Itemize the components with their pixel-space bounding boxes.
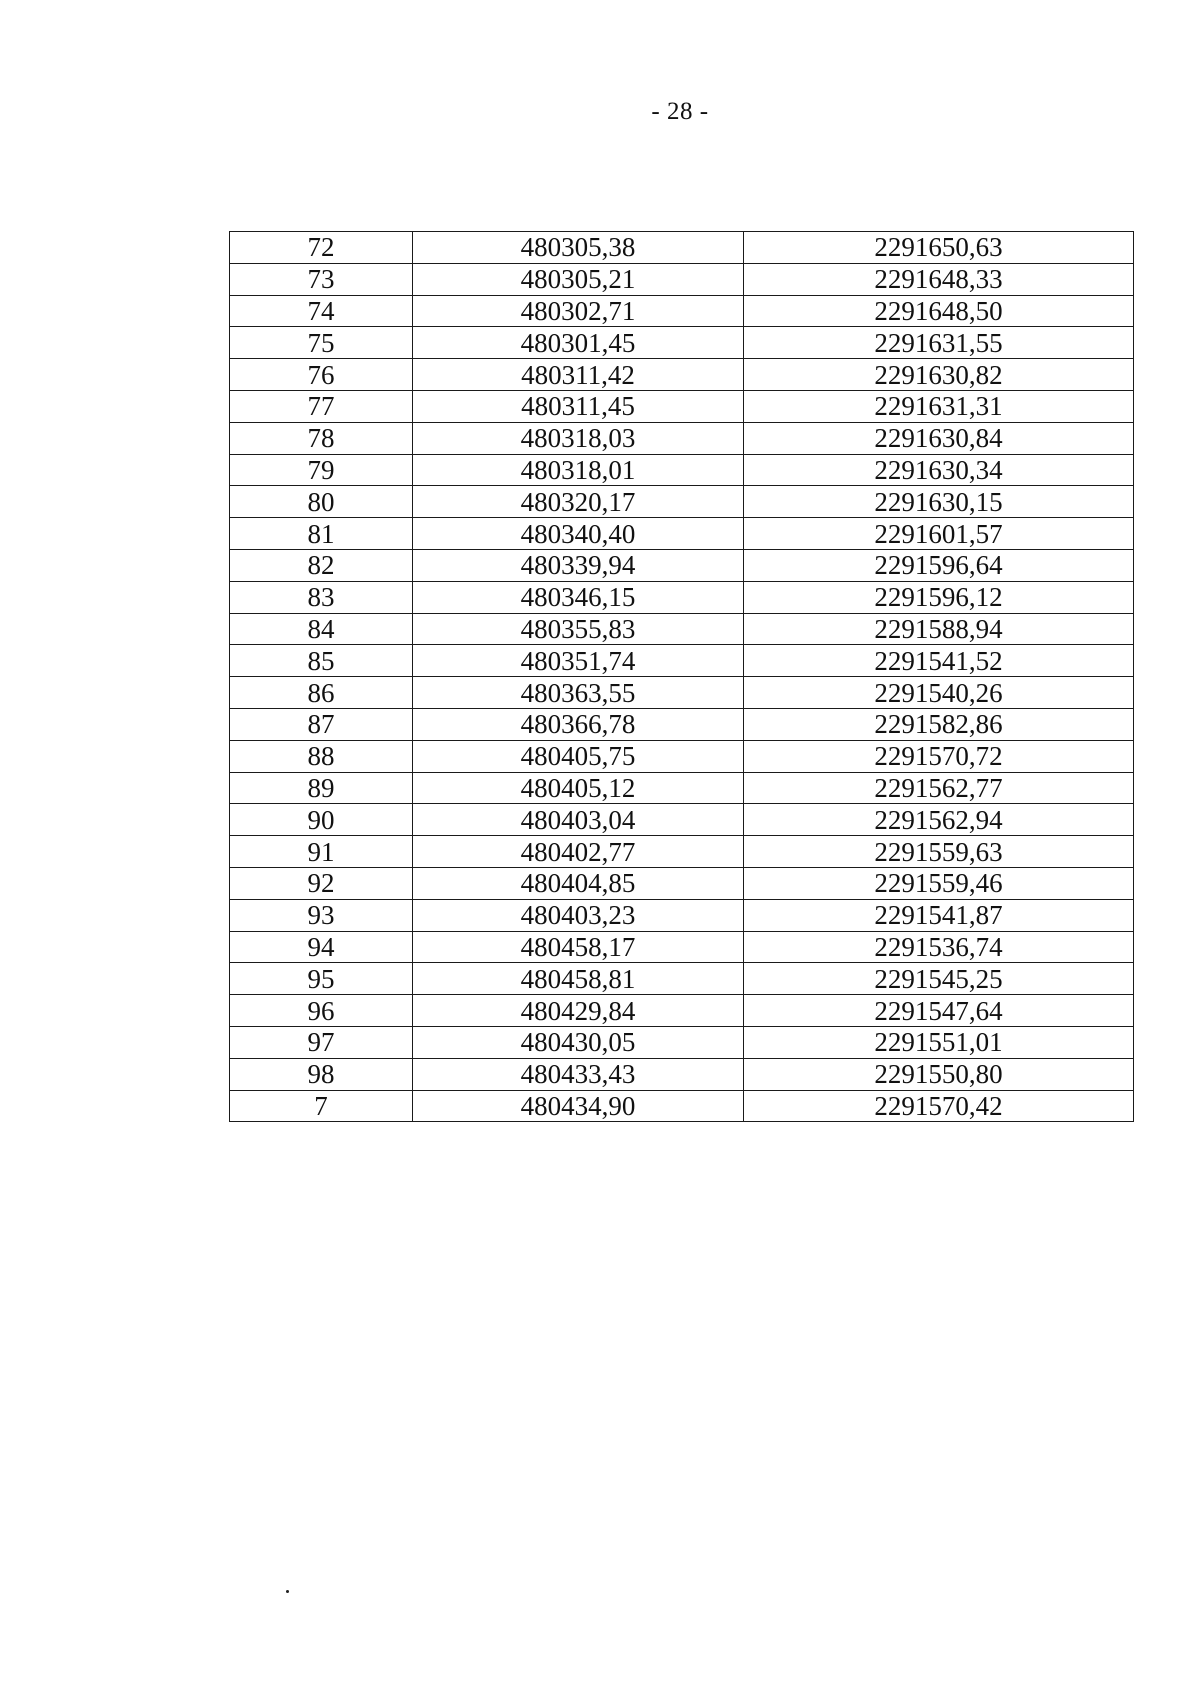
table-row	[230, 295, 1134, 327]
x-coordinate-cell: 480403,23	[413, 899, 744, 931]
y-coordinate-cell: 2291540,26	[744, 677, 1134, 709]
table-row	[230, 263, 1134, 295]
y-coordinate-cell: 2291601,57	[744, 518, 1134, 550]
point-number-cell: 91	[230, 836, 413, 868]
point-number-cell: 73	[230, 263, 413, 295]
y-coordinate-cell: 2291545,25	[744, 963, 1134, 995]
point-number-cell: 94	[230, 931, 413, 963]
table-row	[230, 836, 1134, 868]
x-coordinate-cell: 480305,21	[413, 263, 744, 295]
x-coordinate-cell: 480339,94	[413, 549, 744, 581]
x-coordinate-cell: 480305,38	[413, 232, 744, 264]
table-row	[230, 677, 1134, 709]
x-coordinate-cell: 480405,12	[413, 772, 744, 804]
coordinates-table	[229, 231, 1134, 1122]
x-coordinate-cell: 480318,01	[413, 454, 744, 486]
y-coordinate-cell: 2291562,94	[744, 804, 1134, 836]
point-number-cell: 80	[230, 486, 413, 518]
y-coordinate-cell: 2291630,15	[744, 486, 1134, 518]
page-number: - 28 -	[651, 98, 709, 125]
y-coordinate-cell: 2291570,72	[744, 740, 1134, 772]
coordinates-table-body	[230, 232, 1134, 1122]
point-number-cell: 84	[230, 613, 413, 645]
x-coordinate-cell: 480458,81	[413, 963, 744, 995]
point-number-cell: 97	[230, 1026, 413, 1058]
x-coordinate-cell: 480403,04	[413, 804, 744, 836]
table-row	[230, 390, 1134, 422]
table-row	[230, 1058, 1134, 1090]
table-row	[230, 422, 1134, 454]
point-number-cell: 72	[230, 232, 413, 264]
y-coordinate-cell: 2291559,63	[744, 836, 1134, 868]
y-coordinate-cell: 2291648,50	[744, 295, 1134, 327]
y-coordinate-cell: 2291630,84	[744, 422, 1134, 454]
point-number-cell: 90	[230, 804, 413, 836]
point-number-cell: 98	[230, 1058, 413, 1090]
x-coordinate-cell: 480429,84	[413, 995, 744, 1027]
point-number-cell: 85	[230, 645, 413, 677]
table-row	[230, 995, 1134, 1027]
x-coordinate-cell: 480402,77	[413, 836, 744, 868]
table-row	[230, 486, 1134, 518]
y-coordinate-cell: 2291588,94	[744, 613, 1134, 645]
table-row	[230, 518, 1134, 550]
x-coordinate-cell: 480311,45	[413, 390, 744, 422]
y-coordinate-cell: 2291596,12	[744, 581, 1134, 613]
point-number-cell: 78	[230, 422, 413, 454]
x-coordinate-cell: 480346,15	[413, 581, 744, 613]
x-coordinate-cell: 480355,83	[413, 613, 744, 645]
y-coordinate-cell: 2291536,74	[744, 931, 1134, 963]
y-coordinate-cell: 2291631,55	[744, 327, 1134, 359]
x-coordinate-cell: 480363,55	[413, 677, 744, 709]
table-row	[230, 740, 1134, 772]
point-number-cell: 74	[230, 295, 413, 327]
point-number-cell: 88	[230, 740, 413, 772]
y-coordinate-cell: 2291559,46	[744, 867, 1134, 899]
x-coordinate-cell: 480430,05	[413, 1026, 744, 1058]
point-number-cell: 86	[230, 677, 413, 709]
y-coordinate-cell: 2291541,52	[744, 645, 1134, 677]
point-number-cell: 87	[230, 708, 413, 740]
y-coordinate-cell: 2291596,64	[744, 549, 1134, 581]
point-number-cell: 7	[230, 1090, 413, 1122]
x-coordinate-cell: 480318,03	[413, 422, 744, 454]
table-row	[230, 963, 1134, 995]
table-row	[230, 232, 1134, 264]
x-coordinate-cell: 480340,40	[413, 518, 744, 550]
y-coordinate-cell: 2291570,42	[744, 1090, 1134, 1122]
table-row	[230, 327, 1134, 359]
table-row	[230, 899, 1134, 931]
table-row	[230, 772, 1134, 804]
table-row	[230, 549, 1134, 581]
point-number-cell: 92	[230, 867, 413, 899]
scan-speck	[286, 1590, 289, 1593]
y-coordinate-cell: 2291550,80	[744, 1058, 1134, 1090]
table-row	[230, 867, 1134, 899]
y-coordinate-cell: 2291541,87	[744, 899, 1134, 931]
x-coordinate-cell: 480320,17	[413, 486, 744, 518]
x-coordinate-cell: 480434,90	[413, 1090, 744, 1122]
point-number-cell: 77	[230, 390, 413, 422]
point-number-cell: 75	[230, 327, 413, 359]
y-coordinate-cell: 2291562,77	[744, 772, 1134, 804]
y-coordinate-cell: 2291630,82	[744, 359, 1134, 391]
table-row	[230, 359, 1134, 391]
y-coordinate-cell: 2291547,64	[744, 995, 1134, 1027]
x-coordinate-cell: 480311,42	[413, 359, 744, 391]
y-coordinate-cell: 2291630,34	[744, 454, 1134, 486]
x-coordinate-cell: 480302,71	[413, 295, 744, 327]
table-row	[230, 454, 1134, 486]
table-row	[230, 931, 1134, 963]
x-coordinate-cell: 480433,43	[413, 1058, 744, 1090]
y-coordinate-cell: 2291650,63	[744, 232, 1134, 264]
x-coordinate-cell: 480301,45	[413, 327, 744, 359]
table-row	[230, 613, 1134, 645]
y-coordinate-cell: 2291582,86	[744, 708, 1134, 740]
point-number-cell: 82	[230, 549, 413, 581]
table-row	[230, 645, 1134, 677]
x-coordinate-cell: 480366,78	[413, 708, 744, 740]
x-coordinate-cell: 480458,17	[413, 931, 744, 963]
point-number-cell: 83	[230, 581, 413, 613]
y-coordinate-cell: 2291648,33	[744, 263, 1134, 295]
table-row	[230, 581, 1134, 613]
x-coordinate-cell: 480351,74	[413, 645, 744, 677]
point-number-cell: 95	[230, 963, 413, 995]
table-row	[230, 804, 1134, 836]
point-number-cell: 93	[230, 899, 413, 931]
y-coordinate-cell: 2291551,01	[744, 1026, 1134, 1058]
point-number-cell: 96	[230, 995, 413, 1027]
table-row	[230, 1026, 1134, 1058]
point-number-cell: 79	[230, 454, 413, 486]
table-row	[230, 1090, 1134, 1122]
point-number-cell: 81	[230, 518, 413, 550]
y-coordinate-cell: 2291631,31	[744, 390, 1134, 422]
point-number-cell: 89	[230, 772, 413, 804]
point-number-cell: 76	[230, 359, 413, 391]
x-coordinate-cell: 480404,85	[413, 867, 744, 899]
table-row	[230, 708, 1134, 740]
x-coordinate-cell: 480405,75	[413, 740, 744, 772]
